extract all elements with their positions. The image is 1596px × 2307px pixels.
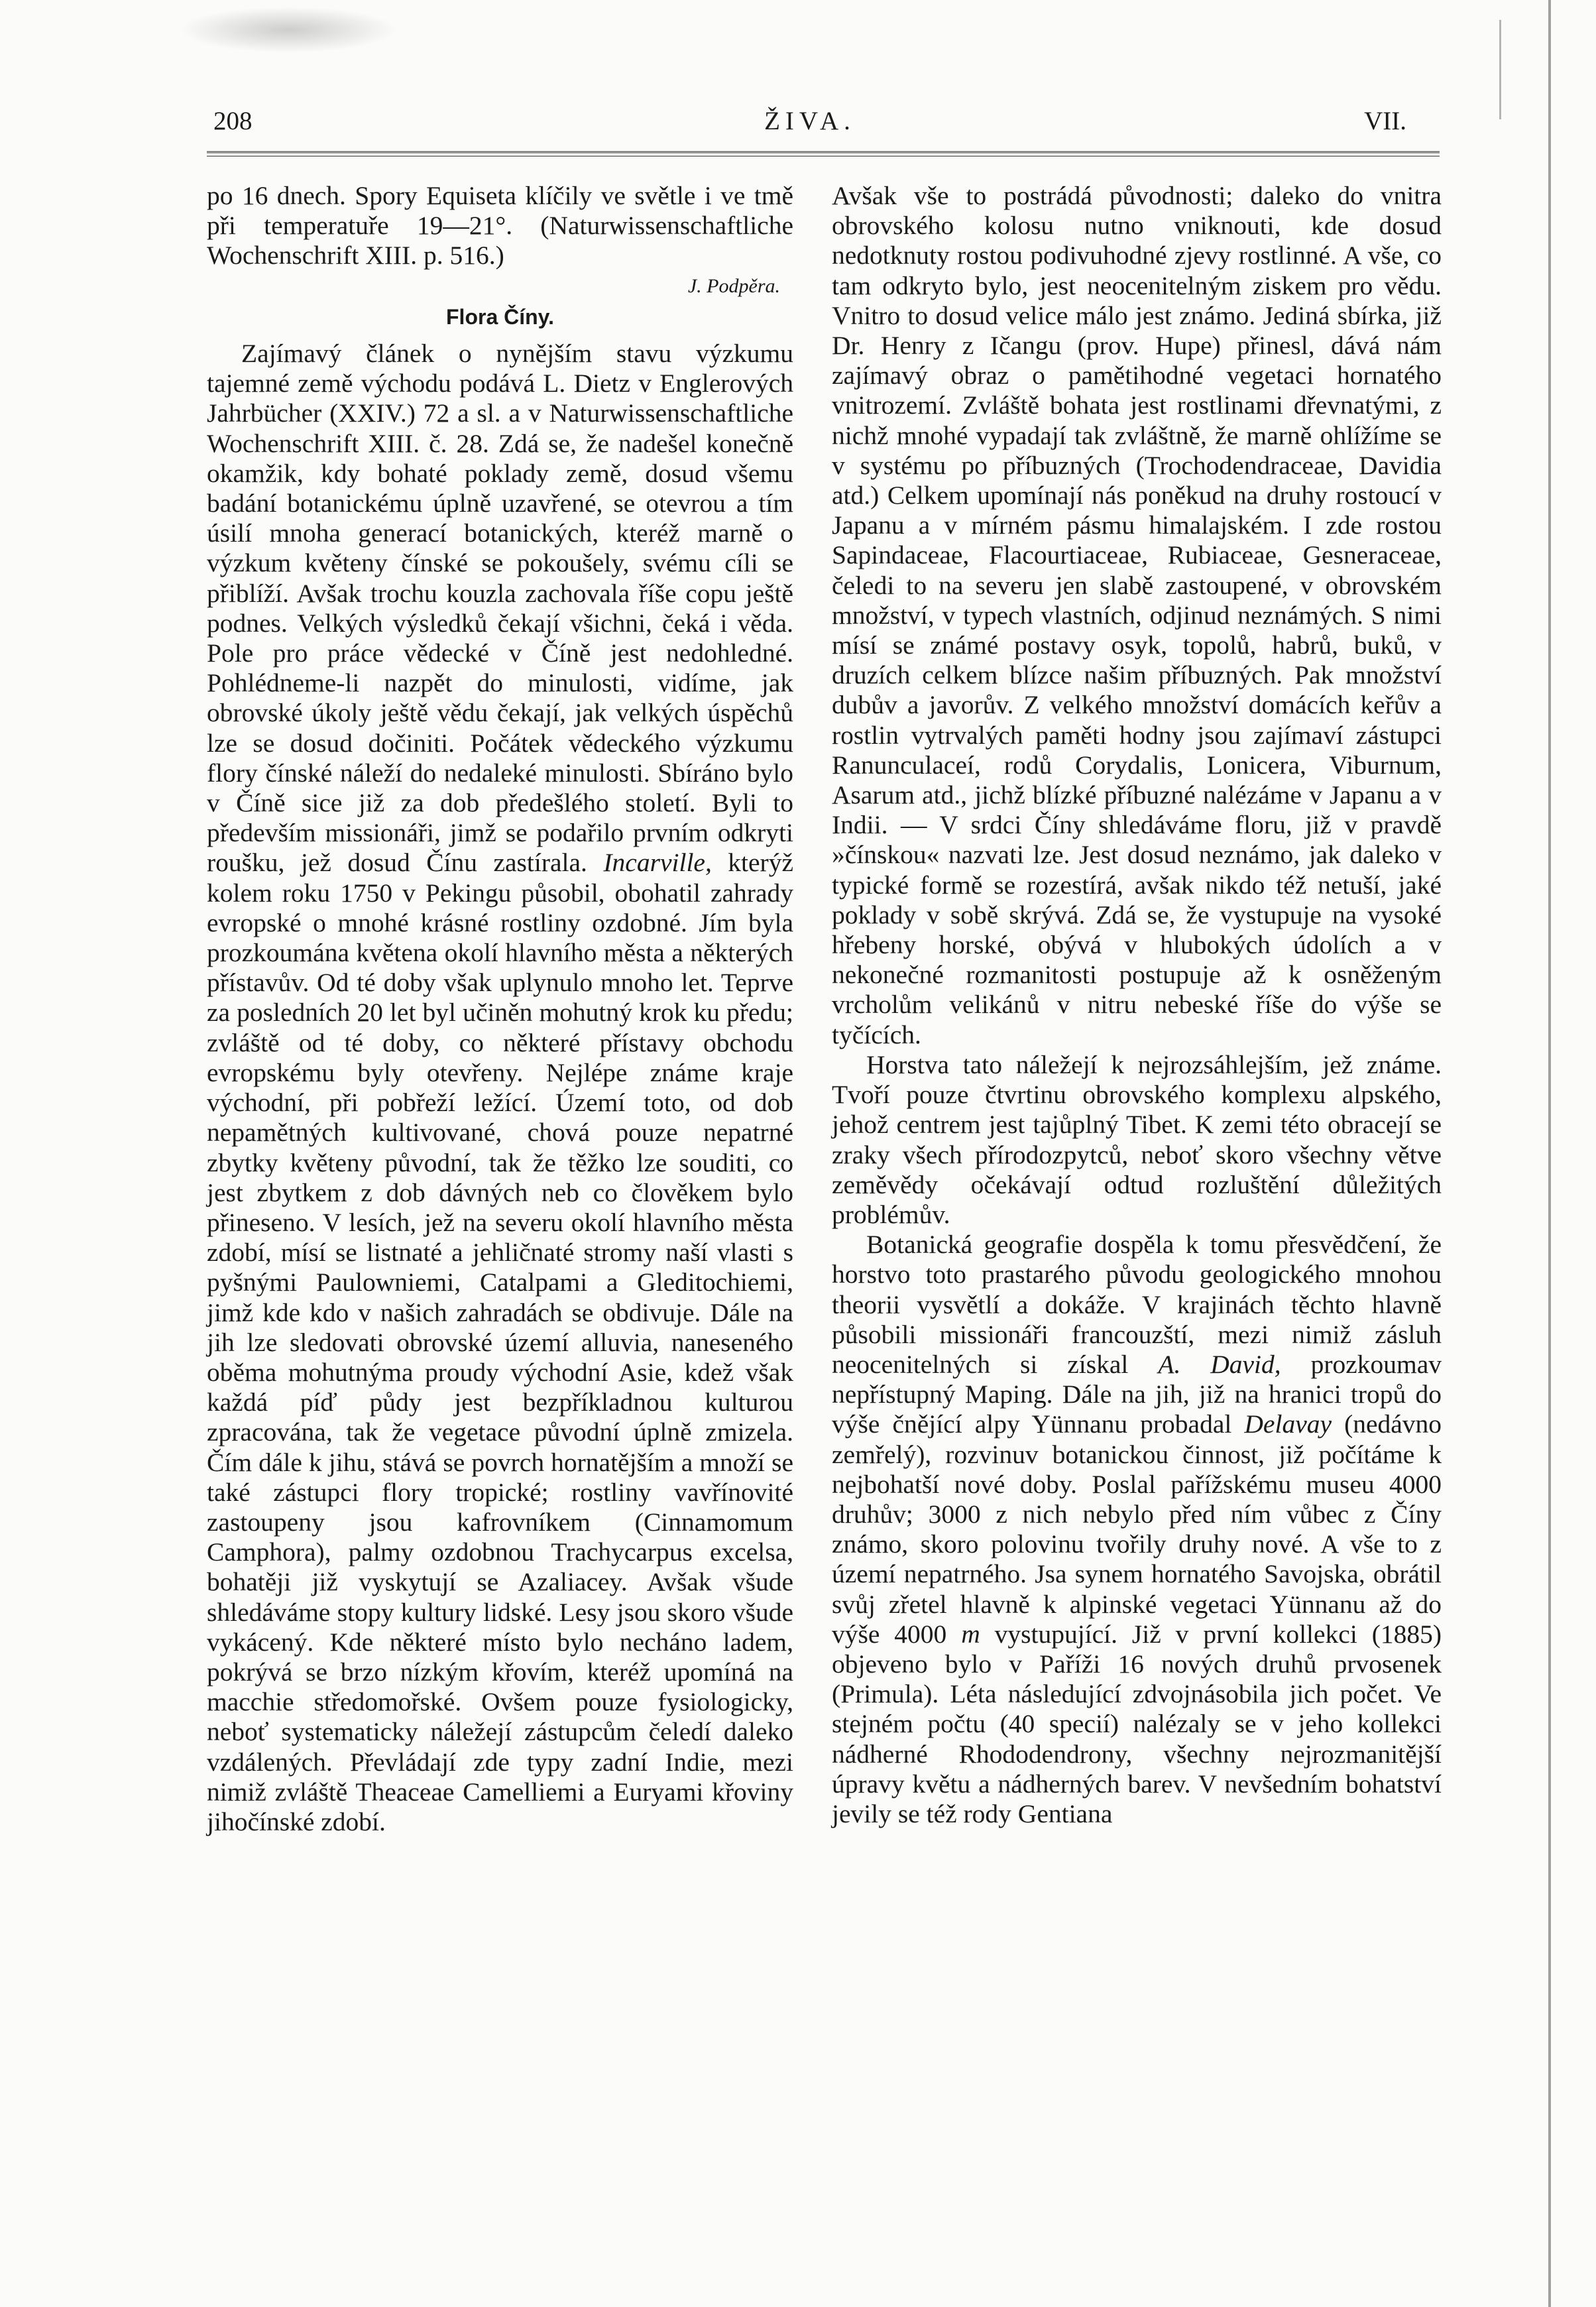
paragraph-text: Botanická geografie dospěla k tomu přesvědčení, že horstvo toto prastarého původu geologického mnohou theorii vysvětlí a dokáže. V krajinách těchto hlavně působili missionáři francouzští, mezi nimiž zásluh neocenitelných si získal — [832, 1230, 1442, 1379]
page-header — [213, 106, 1406, 146]
paragraph-text: (nedávno zemřelý), rozvinuv botanickou činnost, již počítáme k nejbohatší nové doby. Poslal pařížskému museu 4000 druhův; 3000 z nich nebylo před ním vůbec z Číny známo, skoro polovinu tvořily druhy nové. A vše to z území nepatrného. Jsa synem hornatého Savojska, obrátil svůj zřetel hlavně k alpinské vegetaci Yünnanu až do výše 4000 — [832, 1409, 1442, 1649]
scan-page-edge — [1548, 0, 1551, 2307]
paragraph-text: prozkoumav nepřístupný Maping. Dále na jih, již na hranici tropů do výše čnějící alpy Yünnanu probadal — [832, 1349, 1442, 1439]
section-heading: Flora Číny. — [446, 304, 554, 329]
author-signature: J. Podpěra. — [687, 274, 780, 297]
right-column — [832, 181, 1442, 1829]
article-paragraph-3: Horstva tato náležejí k nejrozsáhlejším, jež známe. Tvoří pouze čtvrtinu obrovského komplexu alpského, jehož centrem jest tajůplný Tibet. K zemi této obracejí se zraky všech přírodozpytců, neboť skoro všechny větve zeměvědy očekávají odtud rozluštění důležitých problémův. — [832, 1049, 1442, 1229]
person-name: A. David, — [1158, 1349, 1281, 1379]
scan-page-edge-mark — [1499, 20, 1501, 119]
paragraph-text: vystupující. Již v první kollekci (1885) objeveno bylo v Paříži 16 nových druhů prvosenek (Primula). Léta následující zdvojnásobila jich počet. Ve stejném počtu (40 specií) nalézaly se v jeho kollekci nádherné Rhododendrony, všechny nejrozmanitější úpravy květu a nádherných barev. V nevšedním bohatství jevily se též rody Gentiana — [832, 1619, 1442, 1828]
intro-paragraph: po 16 dnech. Spory Equiseta klíčily ve světle i ve tmě při temperatuře 19—21°. (Naturwissenschaftliche Wochenschrift XIII. p. 516.) — [207, 181, 793, 270]
article-paragraph-1 — [207, 339, 793, 1837]
journal-title: ŽIVA. — [764, 107, 856, 135]
unit: m — [961, 1619, 980, 1649]
article-paragraph-2: Avšak vše to postrádá původnosti; daleko do vnitra obrovského kolosu nutno vniknouti, kde dosud nedotknuty rostou podivuhodné zjevy rostlinné. A vše, co tam odkryto bylo, jest neocenitelným ziskem pro vědu. Vnitro to dosud velice málo jest známo. Jediná sbírka, již Dr. Henry z Ičangu (prov. Hupe) přinesl, dává nám zajímavý obraz o pamětihodné vegetaci hornatého vnitrozemí. Zvláště bohata jest rostlinami dřevnatými, z nichž mnohé vypadají tak zvláštně, že marně ohlížíme se v systému po příbuzných (Trochodendraceae, Davidia atd.) Celkem upomínají nás poněkud na druhy rostoucí v Japanu a v mírném pásmu himalajském. I zde rostou Sapindaceae, Flacourtiaceae, Rubiaceae, Gesneraceae, čeledi to na severu jen slabě zastoupené, v obrovském množství, v typech vlastních, odjinud neznámých. S nimi mísí se známé postavy osyk, topolů, habrů, buků, v druzích celkem blízce našim příbuzných. Pak množství dubův a javorův. Z velkého množství domácích keřův a rostlin vytrvalých paměti hodny jsou zajímaví zástupci Ranunculaceí, rodů Corydalis, Lonicera, Viburnum, Asarum atd., jichž blízké příbuzné nalézáme v Japanu a v Indii. — V srdci Číny shledáváme floru, již v pravdě »čínskou« nazvati lze. Jest dosud neznámo, jak daleko v typické formě se rozestírá, avšak nikdo též netuší, jaké poklady v sobě skrývá. Zdá se, že vystupuje na vysoké hřebeny horské, obývá v hlubokých údolích a v nekonečné rozmanitosti postupuje až k osněženým vrcholům velikánů v nitru nebeské říše do výše se tyčících. — [832, 181, 1442, 1049]
scan-smudge — [179, 7, 398, 53]
page-number: 208 — [213, 107, 253, 135]
paragraph-text: kterýž kolem roku 1750 v Pekingu působil, obohatil zahrady evropské o mnohé krásné rostliny ozdobné. Jím byla prozkoumána květena okolí hlavního města a některých přístavův. Od té doby však uplynulo mnoho let. Teprve za posledních 20 let byl učiněn mohutný krok ku předu; zvláště od té doby, co některé přístavy obchodu evropskému byly otevřeny. Nejlépe známe kraje východní, při pobřeží ležící. Území toto, od dob nepamětných kultivované, chová pouze nepatrné zbytky květeny původní, tak že těžko lze souditi, co jest zbytkem z dob dávných neb co člověkem bylo přineseno. V lesích, jež na severu okolí hlavního města zdobí, mísí se listnaté a jehličnaté stromy naší vlasti s pyšnými Paulowniemi, Catalpami a Gleditochiemi, jimž kde kdo v našich zahradách se obdivuje. Dále na jih lze sledovati obrovské území alluvia, naneseného oběma mohutnýma proudy východní Asie, kdež však každá píď půdy jest bezpříkladnou kulturou zpracována, tak že vegetace původní úplně zmizela. Čím dále k jihu, stává se povrch hornatějším a množí se také zástupci flory tropické; rostliny vavřínovité zastoupeny jsou kafrovníkem (Cinnamomum Camphora), palmy ozdobnou Trachycarpus excelsa, bohatěji již vyskytují se Azaliacey. Avšak všude shledáváme stopy kultury lidské. Lesy jsou skoro všude vykácený. Kde některé místo bylo necháno ladem, pokrývá se brzo nízkým křovím, kteréž upomíná na macchie středomořské. Ovšem pouze fysiologicky, neboť systematicky náležejí zástupcům čeledí daleko vzdálených. Převládají zde typy zadní Indie, mezi nimiž zvláště Theaceae Camelliemi a Euryami křoviny jihočínské zdobí. — [207, 848, 793, 1836]
article-paragraph-4 — [832, 1230, 1442, 1829]
person-name: Delavay — [1244, 1409, 1332, 1439]
header-rule — [207, 151, 1440, 156]
left-column — [207, 181, 793, 1837]
person-name: Incarville, — [603, 848, 712, 878]
paragraph-text: Zajímavý článek o nynějším stavu výzkumu tajemné země východu podává L. Dietz v Englerových Jahrbücher (XXIV.) 72 a sl. a v Naturwissenschaftliche Wochenschrift XIII. č. 28. Zdá se, že nadešel konečně okamžik, kdy bohaté poklady země, dosud všemu badání botanickému úplně uzavřené, se otevrou a tím úsilí mnoha generací botanických, kteréž marně o výzkum květeny čínské se pokoušely, svému cíli se přiblíží. Avšak trochu kouzla zachovala říše copu ještě podnes. Velkých výsledků čekají všichni, čeká i věda. Pole pro práce vědecké v Číně jest nedohledné. Pohlédneme-li nazpět do minulosti, vidíme, jak obrovské úkoly ještě vědu čekají, jak velkých úspěchů lze se dosud dočiniti. Počátek vědeckého výzkumu flory čínské náleží do nedaleké minulosti. Sbíráno bylo v Číně sice již za dob předešlého století. Byli to především missionáři, jimž se podařilo prvním odkryti roušku, jež dosud Čínu zastírala. — [207, 339, 793, 878]
volume-number: VII. — [1364, 107, 1406, 135]
